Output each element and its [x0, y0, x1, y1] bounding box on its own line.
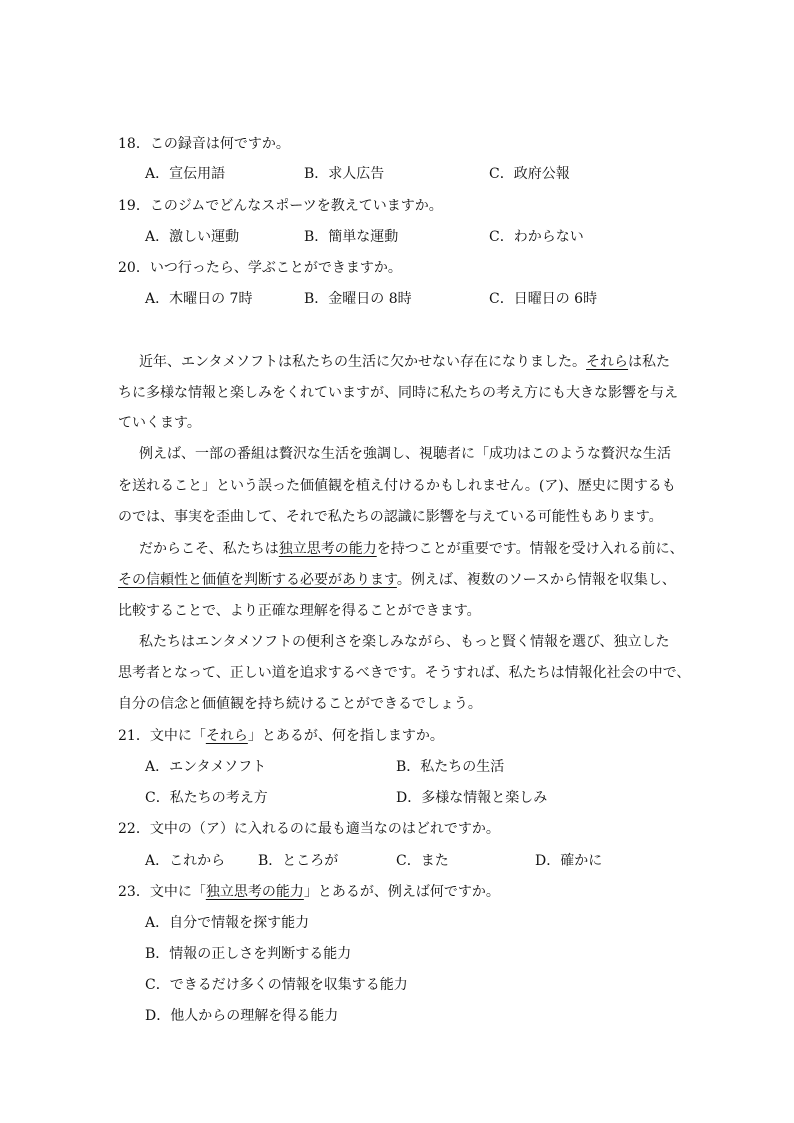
underlined-sorera: それら: [586, 354, 629, 370]
question-21-option-d: D．多様な情報と楽しみ: [396, 790, 548, 806]
question-18-option-b: B．求人広告: [304, 166, 385, 182]
passage-p1-line1: 近年、エンタメソフトは私たちの生活に欠かせない存在になりました。それらは私た: [139, 354, 671, 370]
question-23-option-d: D．他人からの理解を得る能力: [145, 1008, 339, 1024]
passage-p1-line3: ていくます。: [118, 415, 201, 431]
passage-p2-line3: のでは、事実を歪曲して、それで私たちの認識に影響を与えている可能性もあります。: [118, 509, 663, 525]
question-20-stem: 20．いつ行ったら、学ぶことができますか。: [118, 260, 402, 276]
question-19-stem: 19．このジムでどんなスポーツを教えていますか。: [118, 198, 443, 214]
question-19-option-b: B．簡単な運動: [304, 229, 399, 245]
question-20-option-b: B．金曜日の 8時: [304, 291, 412, 307]
question-20-option-a: A．木曜日の 7時: [145, 291, 253, 307]
underlined-judge-reliability: その信頼性と価値を判断する必要があります: [118, 572, 397, 588]
passage-p4-line2: 思考者となって、正しい道を追求するべきです。そうすれば、私たちは情報化社会の中で、: [118, 665, 691, 681]
underlined-independent-thinking: 独立思考の能力: [278, 541, 377, 557]
question-19-option-a: A．激しい運動: [145, 229, 240, 245]
question-22-option-a: A．これから: [145, 853, 226, 869]
question-23-option-b: B．情報の正しさを判断する能力: [145, 946, 352, 962]
question-18-stem: 18．この録音は何ですか。: [118, 136, 290, 152]
question-23-option-c: C．できるだけ多くの情報を収集する能力: [145, 977, 408, 993]
question-22-stem: 22．文中の（ア）に入れるのに最も適当なのはどれですか。: [118, 821, 500, 837]
question-18-option-a: A．宣伝用語: [145, 166, 226, 182]
question-23-stem: 23．文中に「独立思考の能力」とあるが、例えば何ですか。: [118, 884, 500, 900]
passage-p2-line1: 例えば、一部の番組は贅沢な生活を強調し、視聴者に「成功はこのような贅沢な生活: [139, 446, 671, 462]
passage-p4-line1: 私たちはエンタメソフトの便利さを楽しみながら、もっと賢く情報を選び、独立した: [139, 634, 670, 650]
passage-p3-line3: 比較することで、より正確な理解を得ることができます。: [118, 603, 481, 619]
question-21-option-a: A．エンタメソフト: [145, 759, 267, 775]
passage-p1-line2: ちに多様な情報と楽しみをくれていますが、同時に私たちの考え方にも大きな影響を与え: [118, 385, 678, 401]
question-22-option-c: C．また: [396, 853, 449, 869]
passage-p3-line1: だからこそ、私たちは独立思考の能力を持つことが重要です。情報を受け入れる前に、: [139, 541, 684, 557]
question-21-option-b: B．私たちの生活: [396, 759, 505, 775]
question-18-option-c: C．政府公報: [489, 166, 570, 182]
question-20-option-c: C．日曜日の 6時: [489, 291, 598, 307]
passage-p3-line2: その信頼性と価値を判断する必要があります。例えば、複数のソースから情報を収集し、: [118, 572, 676, 588]
question-22-option-b: B．ところが: [258, 853, 339, 869]
passage-p2-line2: を送れること」という誤った価値観を植え付けるかもしれません。(ア)、歴史に関するも: [118, 478, 676, 494]
question-22-option-d: D．確かに: [535, 853, 603, 869]
passage-p4-line3: 自分の信念と価値観を持ち続けることができるでしょう。: [118, 696, 482, 712]
question-21-stem: 21．文中に「それら」とあるが、何を指しますか。: [118, 728, 444, 744]
question-19-option-c: C．わからない: [489, 229, 584, 245]
question-23-option-a: A．自分で情報を探す能力: [145, 915, 310, 931]
question-21-option-c: C．私たちの考え方: [145, 790, 268, 806]
